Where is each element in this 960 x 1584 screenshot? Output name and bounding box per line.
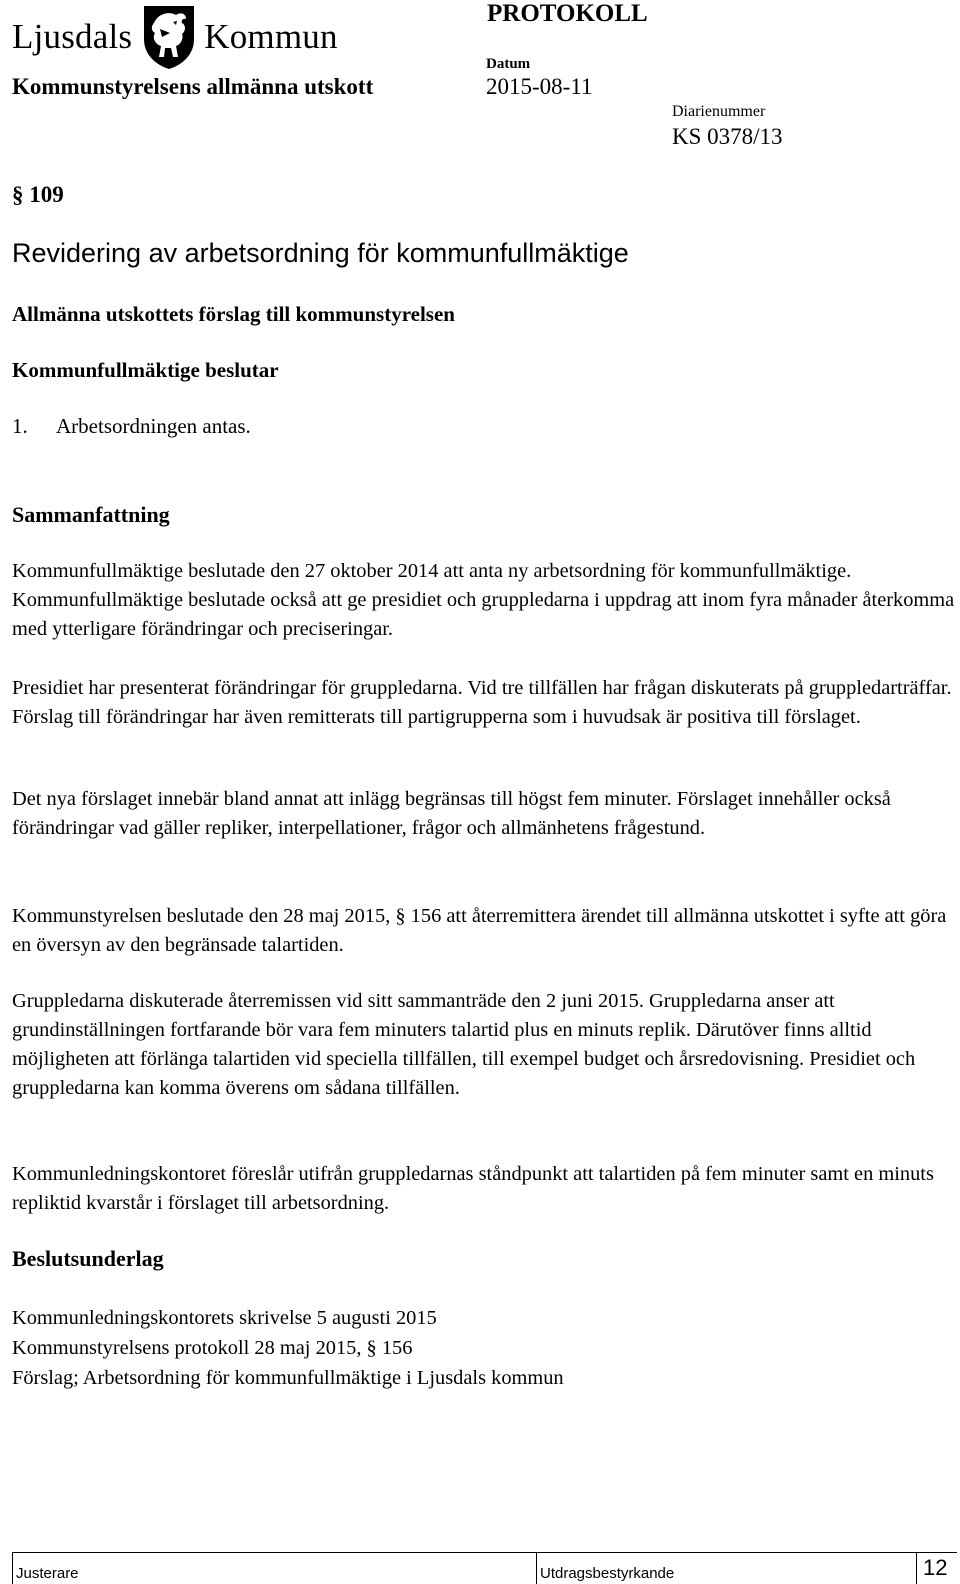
page-title: Revidering av arbetsordning för kommunfullmäktige (12, 238, 629, 268)
date-label: Datum (486, 56, 531, 72)
section-number: § 109 (12, 182, 64, 207)
proposal-heading: Allmänna utskottets förslag till kommunstyrelsen (12, 302, 455, 326)
date-value: 2015-08-11 (486, 74, 593, 99)
logo-text-left: Ljusdals (12, 17, 133, 56)
decision-item (12, 414, 251, 439)
summary-paragraph: Kommunstyrelsen beslutade den 28 maj 2015, § 156 att återremittera ärendet till allmänna utskottet i syfte att göra en översyn av den begränsade talartiden. (12, 905, 947, 956)
committee-name: Kommunstyrelsens allmänna utskott (12, 74, 374, 99)
decision-number: 1. (12, 414, 28, 438)
logo-text-right: Kommun (204, 17, 338, 56)
footer-utdragsbestyrkande: Utdragsbestyrkande (537, 1553, 917, 1584)
summary-paragraph: Det nya förslaget innebär bland annat att inlägg begränsas till högst fem minuter. Förslaget innehåller också förändringar vad gäller repliker, interpellationer, frågor och allmänhetens frågestund. (12, 788, 891, 839)
footer-justerare: Justerare (13, 1553, 537, 1584)
diary-number-label: Diarienummer (672, 103, 766, 120)
summary-paragraph: Presidiet har presenterat förändringar för gruppledarna. Vid tre tillfällen har frågan diskuterats på gruppledarträffar. Förslag till förändringar har även remitterats till partigrupperna som i huvudsak är positiva till förslaget. (12, 677, 952, 728)
basis-list (12, 1303, 564, 1393)
summary-paragraph: Kommunfullmäktige beslutade den 27 oktober 2014 att anta ny arbetsordning för kommunfullmäktige. Kommunfullmäktige beslutade också att ge presidiet och gruppledarna i uppdrag att inom fyra månader återkomma med ytterligare förändringar och preciseringar. (12, 560, 955, 640)
decision-text: Arbetsordningen antas. (56, 414, 251, 438)
diary-number-value: KS 0378/13 (672, 124, 783, 149)
footer (12, 1552, 957, 1584)
basis-heading: Beslutsunderlag (12, 1246, 164, 1271)
decides-heading: Kommunfullmäktige beslutar (12, 358, 279, 382)
municipality-logo (12, 2, 338, 72)
summary-paragraph: Kommunledningskontoret föreslår utifrån gruppledarnas ståndpunkt att talartiden på fem minuter samt en minuts repliktid kvarstår i förslaget till arbetsordning. (12, 1163, 934, 1214)
basis-item: Kommunledningskontorets skrivelse 5 augusti 2015 (12, 1307, 437, 1329)
basis-item: Förslag; Arbetsordning för kommunfullmäktige i Ljusdals kommun (12, 1367, 564, 1389)
page-number: 12 (923, 1555, 948, 1580)
basis-item: Kommunstyrelsens protokoll 28 maj 2015, § 156 (12, 1337, 413, 1359)
coat-of-arms-icon (140, 3, 198, 71)
summary-paragraph: Gruppledarna diskuterade återremissen vid sitt sammanträde den 2 juni 2015. Gruppledarna anser att grundinställningen fortfarande bör vara fem minuters talartid plus en minuts replik. Därutöver finns alltid möjligheten att förlänga talartiden vid speciella tillfällen, till exempel budget och årsredovisning. Presidiet och gruppledarna kan komma överens om sådana tillfällen. (12, 990, 916, 1099)
document-type: PROTOKOLL (487, 0, 648, 27)
summary-heading: Sammanfattning (12, 502, 170, 527)
